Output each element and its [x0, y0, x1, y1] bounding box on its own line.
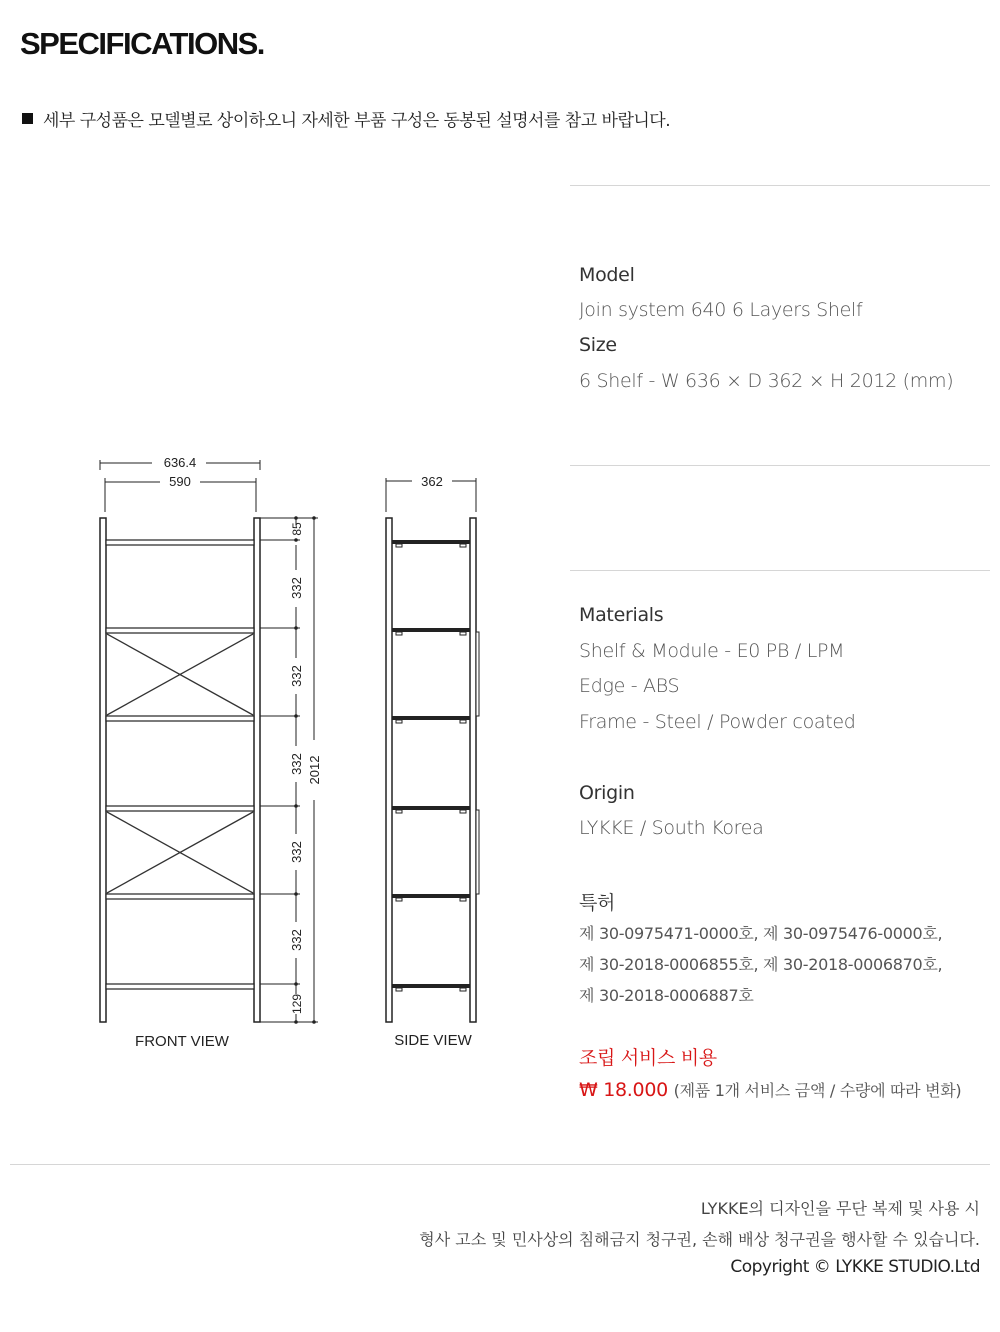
dim-width-inner: 590 — [169, 474, 191, 489]
square-bullet-icon — [22, 113, 33, 124]
material-item: Edge - ABS — [579, 675, 680, 697]
size-label: Size — [579, 334, 617, 356]
notice-label: 세부 구성품은 모델별로 상이하오니 자세한 부품 구성은 동봉된 설명서를 참고 바랍니다. — [43, 111, 671, 131]
dim-shelf-gap: 332 — [289, 841, 304, 863]
dim-shelf-gap: 332 — [289, 929, 304, 951]
dim-top-gap: 85 — [290, 522, 304, 536]
patent-list — [579, 918, 942, 1011]
patent-line: 제 30-2018-0006855호, 제 30-2018-0006870호, — [579, 955, 943, 974]
dim-shelf-gap: 332 — [289, 665, 304, 687]
patent-line: 제 30-2018-0006887호 — [579, 986, 754, 1005]
dim-depth: 362 — [421, 474, 443, 489]
dim-shelf-gap: 332 — [289, 577, 304, 599]
front-view — [100, 518, 260, 1022]
model-value: Join system 640 6 Layers Shelf — [579, 299, 863, 321]
assembly-note: (제품 1개 서비스 금액 / 수량에 따라 변화) — [673, 1081, 962, 1100]
divider-top — [570, 185, 990, 186]
model-label: Model — [579, 264, 635, 286]
patent-label: 특허 — [579, 892, 616, 914]
materials-label: Materials — [579, 604, 664, 626]
dim-width-outer: 636.4 — [163, 455, 197, 470]
assembly-price-row — [579, 1078, 961, 1101]
footer-line-2: 형사 고소 및 민사상의 침해금지 청구권, 손해 배상 청구권을 행사할 수 있습니다. — [419, 1230, 980, 1249]
divider-mid2 — [570, 570, 990, 571]
divider-mid — [570, 465, 990, 466]
notice-text — [22, 106, 670, 131]
dim-height-total: 2012 — [307, 755, 322, 785]
page-title: SPECIFICATIONS. — [20, 26, 264, 61]
material-item: Frame - Steel / Powder coated — [579, 711, 856, 733]
dim-shelf-gap: 332 — [289, 753, 304, 775]
footer-line-1: LYKKE의 디자인을 무단 복제 및 사용 시 — [700, 1199, 980, 1218]
origin-value: LYKKE / South Korea — [579, 817, 764, 839]
shelf-drawing — [0, 440, 560, 1050]
side-view — [386, 518, 479, 1022]
material-item: Shelf & Module - E0 PB / LPM — [579, 640, 845, 662]
assembly-price: ₩ 18.000 — [579, 1079, 668, 1101]
patent-line: 제 30-0975471-0000호, 제 30-0975476-0000호, — [579, 924, 943, 943]
size-value: 6 Shelf - W 636 × D 362 × H 2012 (mm) — [579, 370, 954, 392]
side-view-label: SIDE VIEW — [394, 1032, 472, 1049]
divider-footer — [10, 1164, 990, 1165]
dim-bottom-gap: 129 — [290, 993, 304, 1015]
assembly-label: 조립 서비스 비용 — [579, 1047, 717, 1069]
origin-label: Origin — [579, 782, 635, 804]
front-view-label: FRONT VIEW — [135, 1033, 229, 1050]
copyright: Copyright © LYKKE STUDIO.Ltd — [730, 1257, 980, 1277]
